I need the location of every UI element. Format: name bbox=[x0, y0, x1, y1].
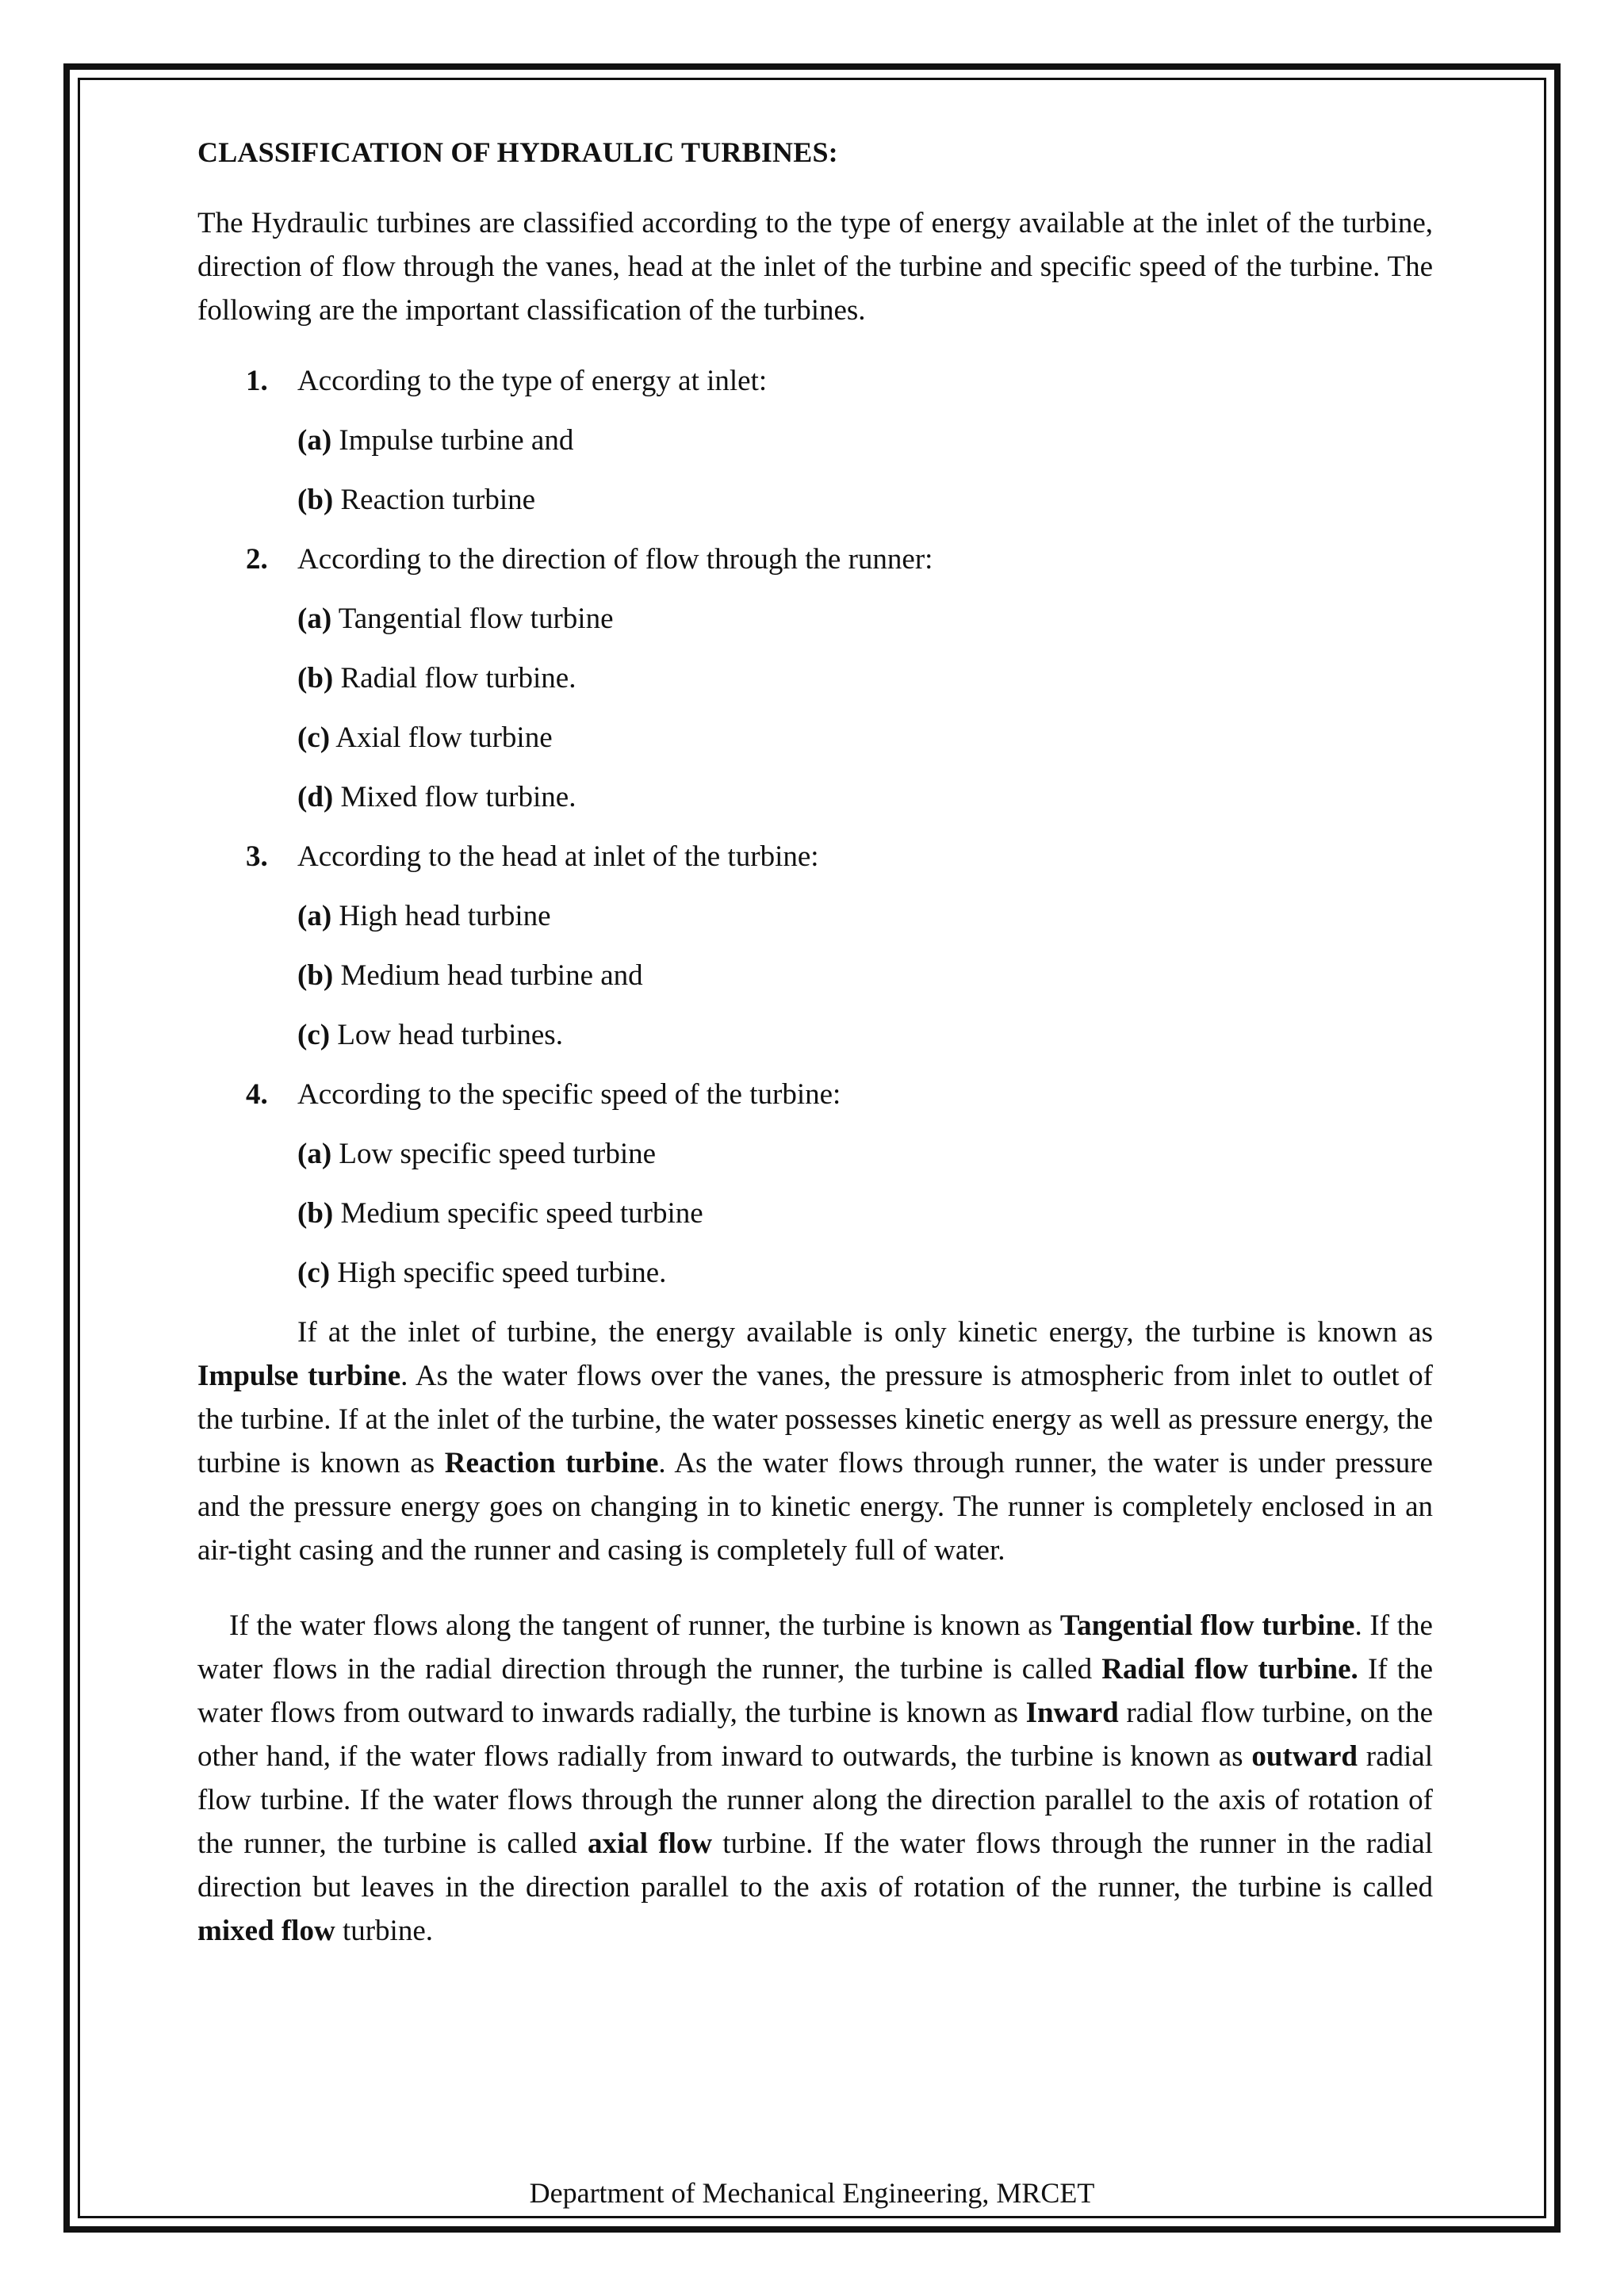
sub-list-item bbox=[297, 775, 1433, 819]
list-number: 4. bbox=[246, 1078, 268, 1111]
text-run: . As the water flows through runner, the water is under pressure and the pressure energy goes on changing in to kinetic energy. The runner is completely enclosed in an air-tight casing and the runner and casing is completely full of water. bbox=[197, 1447, 1433, 1567]
sub-item-letter: (a) bbox=[297, 900, 332, 932]
sub-list-item bbox=[297, 1132, 1433, 1176]
sub-item-letter: (c) bbox=[297, 721, 331, 754]
sub-item-letter: (a) bbox=[297, 603, 332, 635]
sub-item-text: Reaction turbine bbox=[333, 484, 536, 516]
list-item-text: According to the direction of flow through the runner: bbox=[297, 543, 933, 576]
sub-item-text: Mixed flow turbine. bbox=[333, 781, 576, 813]
sub-list-item bbox=[297, 1192, 1433, 1235]
sub-item-text: Medium specific speed turbine bbox=[333, 1197, 703, 1230]
sub-item-letter: (c) bbox=[297, 1257, 331, 1289]
sub-item-text: Tangential flow turbine bbox=[331, 603, 614, 635]
text-run: radial flow turbine, on the other hand, if the water flows radially from inward to outwards, the turbine is known as bbox=[197, 1697, 1433, 1773]
sub-item-text: Radial flow turbine. bbox=[333, 662, 576, 695]
page-heading: CLASSIFICATION OF HYDRAULIC TURBINES: bbox=[197, 136, 838, 168]
sub-list-item bbox=[297, 954, 1433, 997]
sub-item-letter: (b) bbox=[297, 1197, 334, 1230]
sub-list bbox=[297, 419, 1433, 522]
sub-list-item bbox=[297, 1251, 1433, 1295]
sub-item-text: Medium head turbine and bbox=[333, 959, 643, 992]
text-run: turbine. If the water flows through the runner in the radial direction but leaves in the direction parallel to the axis of rotation of the runner, the turbine is called bbox=[197, 1827, 1433, 1904]
classification-list bbox=[197, 359, 1433, 1295]
sub-list bbox=[297, 597, 1433, 819]
list-item-text: According to the type of energy at inlet: bbox=[297, 365, 768, 397]
sub-list-item bbox=[297, 1013, 1433, 1057]
bold-term: Reaction turbine bbox=[444, 1447, 659, 1479]
intro-paragraph: The Hydraulic turbines are classified according to the type of energy available at the inlet of the turbine, direction of flow through the vanes, head at the inlet of the turbine and specific speed of the turbine. The following are the important classification of the turbines. bbox=[197, 207, 1433, 327]
list-item bbox=[197, 1073, 1433, 1295]
impulse-reaction-paragraph bbox=[197, 1311, 1433, 1572]
bold-term: Tangential flow turbine bbox=[1059, 1609, 1355, 1642]
sub-item-letter: (a) bbox=[297, 1138, 332, 1170]
sub-list-item bbox=[297, 656, 1433, 700]
sub-list bbox=[297, 1132, 1433, 1295]
text-run: . If the water flows in the radial direction through the runner, the turbine is called bbox=[197, 1609, 1433, 1686]
sub-list-item bbox=[297, 419, 1433, 462]
flow-direction-paragraph bbox=[197, 1604, 1433, 1953]
list-number: 1. bbox=[246, 365, 268, 397]
list-item-text: According to the head at inlet of the turbine: bbox=[297, 840, 819, 873]
sub-item-text: Axial flow turbine bbox=[330, 721, 553, 754]
sub-item-text: Low specific speed turbine bbox=[331, 1138, 657, 1170]
text-run: If the water flows along the tangent of runner, the turbine is known as bbox=[229, 1609, 1060, 1642]
sub-item-letter: (b) bbox=[297, 662, 334, 695]
list-item bbox=[197, 359, 1433, 522]
sub-list-item bbox=[297, 478, 1433, 522]
bold-term: axial flow bbox=[587, 1827, 713, 1860]
sub-item-text: Impulse turbine and bbox=[331, 424, 574, 457]
text-run: . As the water flows over the vanes, the pressure is atmospheric from inlet to outlet of the turbine. If at the inlet of the turbine, the water possesses kinetic energy as well as pressure energy, the turbine is known as bbox=[197, 1360, 1433, 1479]
sub-list-item bbox=[297, 597, 1433, 641]
sub-item-letter: (a) bbox=[297, 424, 332, 457]
list-number: 3. bbox=[246, 840, 268, 873]
sub-list bbox=[297, 894, 1433, 1057]
list-item bbox=[197, 538, 1433, 819]
sub-item-letter: (b) bbox=[297, 959, 334, 992]
page-content bbox=[197, 133, 1433, 1953]
list-number: 2. bbox=[246, 543, 268, 576]
sub-item-text: High head turbine bbox=[331, 900, 551, 932]
list-item-text: According to the specific speed of the turbine: bbox=[297, 1078, 841, 1111]
bold-term: Impulse turbine bbox=[197, 1360, 401, 1392]
text-run: turbine. bbox=[335, 1915, 433, 1947]
bold-term: Radial flow turbine. bbox=[1101, 1653, 1358, 1686]
sub-item-letter: (b) bbox=[297, 484, 334, 516]
sub-item-letter: (d) bbox=[297, 781, 334, 813]
text-run: If the water flows from outward to inwards radially, the turbine is known as bbox=[197, 1653, 1433, 1729]
bold-term: outward bbox=[1251, 1740, 1358, 1773]
sub-list-item bbox=[297, 716, 1433, 760]
text-run: radial flow turbine. If the water flows through the runner along the direction parallel to the axis of rotation of the runner, the turbine is called bbox=[197, 1740, 1433, 1860]
sub-list-item bbox=[297, 894, 1433, 938]
bold-term: mixed flow bbox=[197, 1915, 335, 1947]
list-item bbox=[197, 835, 1433, 1057]
page-footer: Department of Mechanical Engineering, MRCET bbox=[529, 2177, 1095, 2209]
bold-term: Inward bbox=[1025, 1697, 1119, 1729]
sub-item-letter: (c) bbox=[297, 1019, 331, 1051]
text-run: If at the inlet of turbine, the energy available is only kinetic energy, the turbine is known as bbox=[297, 1316, 1433, 1349]
sub-item-text: Low head turbines. bbox=[330, 1019, 563, 1051]
sub-item-text: High specific speed turbine. bbox=[330, 1257, 667, 1289]
